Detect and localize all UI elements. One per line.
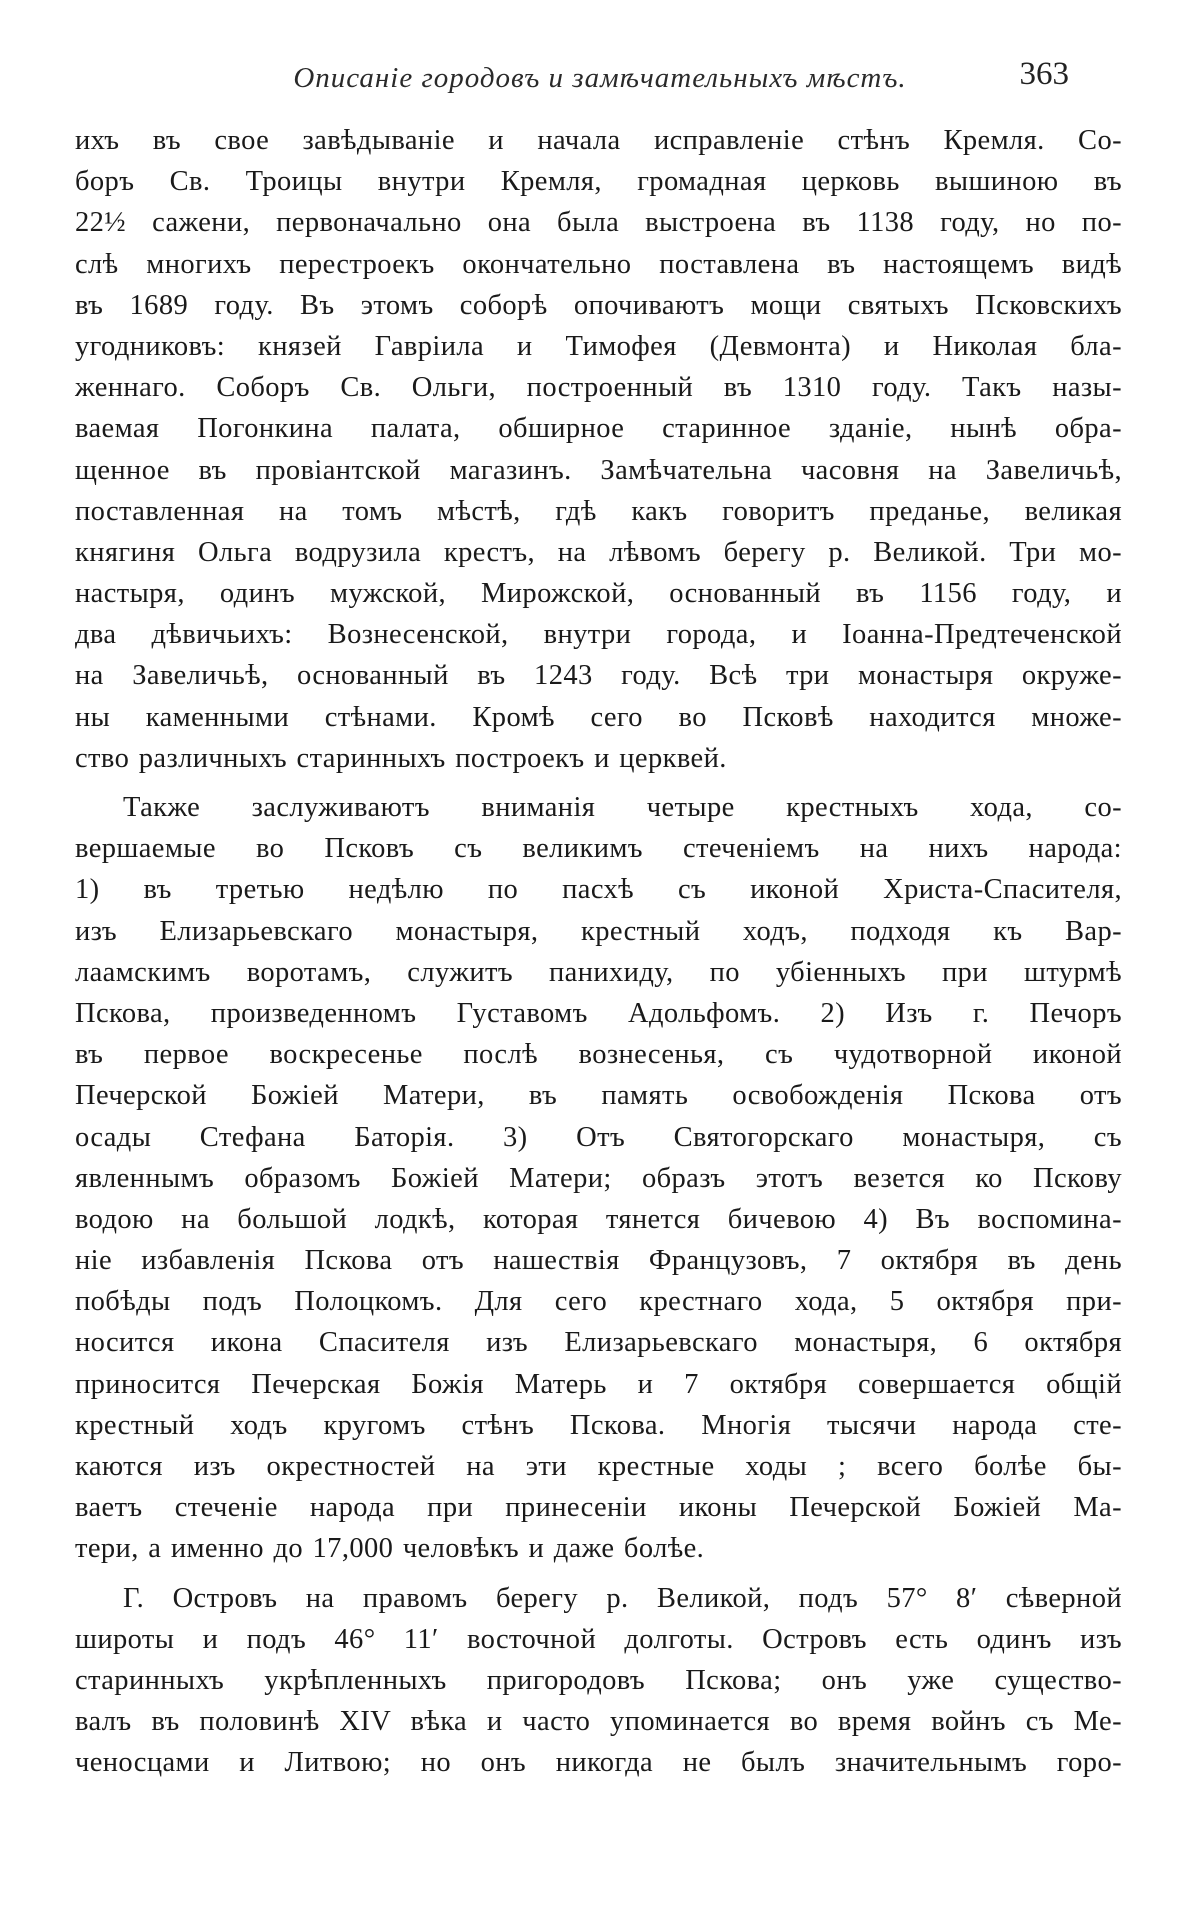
text-line: княгиня Ольга водрузила крестъ, на лѣвомъ берегу р. Великой. Три мо-: [75, 536, 1122, 568]
text-line: носится икона Спасителя изъ Елизарьевскаго монастыря, 6 октября: [75, 1327, 1122, 1359]
text-line: ніе избавленія Пскова отъ нашествія Французовъ, 7 октября въ день: [75, 1245, 1122, 1277]
text-line: слѣ многихъ перестроекъ окончательно поставлена въ настоящемъ видѣ: [75, 248, 1122, 280]
text-line: старинныхъ укрѣпленныхъ пригородовъ Пскова; онъ уже существо-: [75, 1664, 1122, 1696]
text-line: ны каменными стѣнами. Кромѣ сего во Псковѣ находится множе-: [75, 701, 1122, 733]
paragraph: [75, 1578, 1122, 1784]
text-line: лаамскимъ воротамъ, служитъ панихиду, по убіенныхъ при штурмѣ: [75, 956, 1122, 988]
text-line: Г. Островъ на правомъ берегу р. Великой, подъ 57° 8′ сѣверной: [123, 1582, 1122, 1614]
text-line: Пскова, произведенномъ Густавомъ Адольфомъ. 2) Изъ г. Печоръ: [75, 997, 1122, 1029]
text-line: два дѣвичьихъ: Вознесенской, внутри города, и Іоанна-Предтеченской: [75, 619, 1122, 651]
text-line: валъ въ половинѣ XIV вѣка и часто упоминается во время войнъ съ Ме-: [75, 1706, 1122, 1738]
text-line: водою на большой лодкѣ, которая тянется бичевою 4) Въ воспомина-: [75, 1203, 1122, 1235]
text-line: осады Стефана Баторія. 3) Отъ Святогорскаго монастыря, съ: [75, 1121, 1122, 1153]
text-line: Также заслуживаютъ вниманія четыре крестныхъ хода, со-: [123, 792, 1122, 823]
text-line: изъ Елизарьевскаго монастыря, крестный ходъ, подходя къ Вар-: [75, 915, 1122, 947]
text-line: побѣды подъ Полоцкомъ. Для сего крестнаго хода, 5 октября при-: [75, 1286, 1122, 1318]
text-line: Печерской Божіей Матери, въ память освобожденія Пскова отъ: [75, 1080, 1122, 1112]
page-number: 363: [1019, 56, 1069, 92]
text-line: ваетъ стеченіе народа при принесеніи иконы Печерской Божіей Ма-: [75, 1492, 1122, 1524]
body-text: [75, 120, 1122, 1784]
text-line: на Завеличьѣ, основанный въ 1243 году. Всѣ три монастыря окруже-: [75, 660, 1122, 692]
text-line: 1) въ третью недѣлю по пасхѣ съ иконой Христа-Спасителя,: [75, 874, 1122, 906]
text-line: тери, а именно до 17,000 человѣкъ и даже болѣе.: [75, 1533, 705, 1565]
text-line: женнаго. Соборъ Св. Ольги, построенный въ 1310 году. Такъ назы-: [75, 372, 1122, 404]
text-line: явленнымъ образомъ Божіей Матери; образъ этотъ везется ко Пскову: [75, 1162, 1122, 1194]
text-line: ихъ въ свое завѣдываніе и начала исправленіе стѣнъ Кремля. Со-: [75, 125, 1122, 156]
text-line: приносится Печерская Божія Матерь и 7 октября совершается общій: [75, 1368, 1122, 1400]
text-line: въ первое воскресенье послѣ вознесенья, съ чудотворной иконой: [75, 1039, 1122, 1071]
page-header: [0, 52, 1200, 102]
text-line: поставленная на томъ мѣстѣ, гдѣ какъ говоритъ преданье, великая: [75, 495, 1122, 527]
text-line: угодниковъ: князей Гавріила и Тимофея (Девмонта) и Николая бла-: [75, 330, 1122, 362]
text-line: крестный ходъ кругомъ стѣнъ Пскова. Многія тысячи народа сте-: [75, 1409, 1122, 1441]
text-line: ваемая Погонкина палата, обширное старинное зданіе, нынѣ обра-: [75, 413, 1122, 445]
text-line: ство различныхъ старинныхъ построекъ и церквей.: [75, 742, 727, 774]
text-line: ченосцами и Литвою; но онъ никогда не былъ значительнымъ горо-: [75, 1747, 1122, 1779]
text-line: каются изъ окрестностей на эти крестные ходы ; всего болѣе бы-: [75, 1451, 1122, 1482]
text-line: боръ Св. Троицы внутри Кремля, громадная церковь вышиною въ: [75, 166, 1122, 198]
text-line: 22½ сажени, первоначально она была выстроена въ 1138 году, но по-: [75, 207, 1122, 239]
text-line: щенное въ провіантской магазинъ. Замѣчательна часовня на Завеличьѣ,: [75, 454, 1122, 486]
paragraph: [75, 120, 1122, 779]
text-line: настыря, одинъ мужской, Мирожской, основанный въ 1156 году, и: [75, 578, 1122, 610]
text-line: въ 1689 году. Въ этомъ соборѣ опочиваютъ мощи святыхъ Псковскихъ: [75, 289, 1122, 321]
paragraph: [75, 787, 1122, 1570]
text-line: широты и подъ 46° 11′ восточной долготы. Островъ есть одинъ изъ: [75, 1623, 1122, 1655]
running-title: Описаніе городовъ и замѣчательныхъ мѣстъ.: [293, 62, 907, 94]
text-line: вершаемые во Псковъ съ великимъ стеченіемъ на нихъ народа:: [75, 833, 1122, 865]
